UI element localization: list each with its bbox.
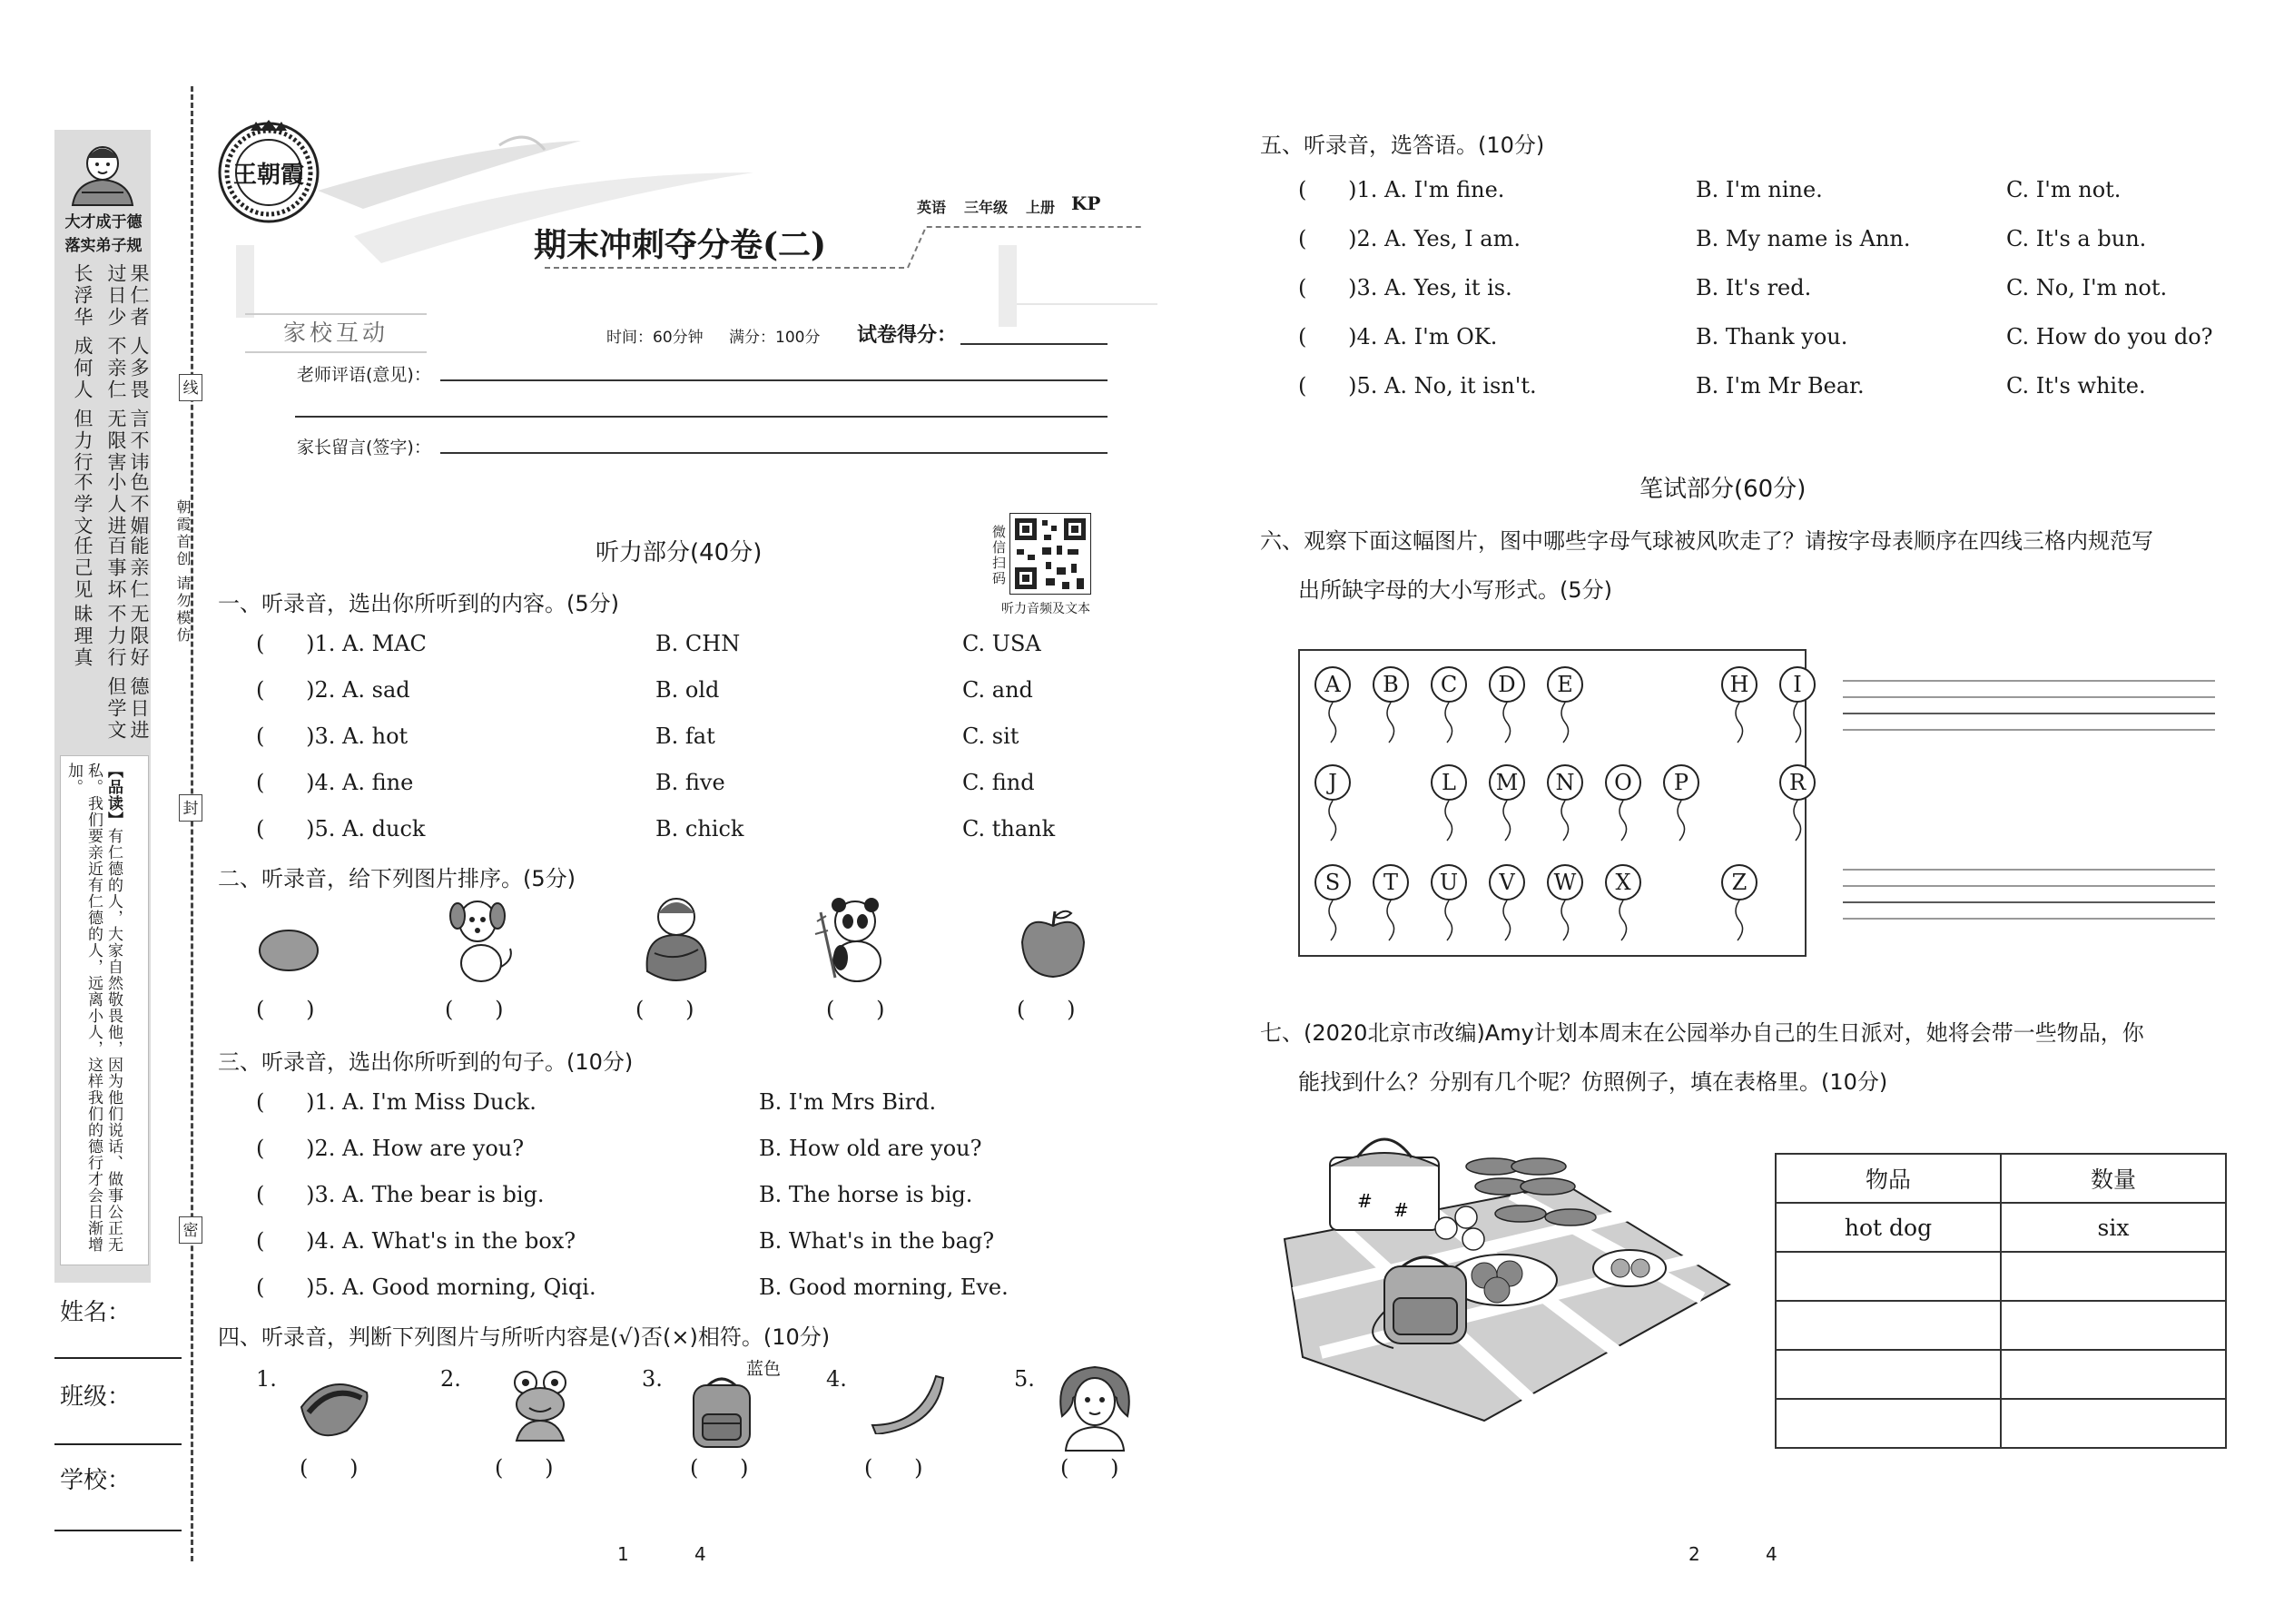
letter-balloon: D — [1489, 666, 1525, 703]
answer-blank[interactable]: ( ) — [1298, 324, 1357, 349]
s5-option-c: C. No, I'm not. — [2006, 275, 2168, 300]
tag-subject: 英语 — [917, 199, 947, 216]
s1-option-b: B. chick — [655, 816, 744, 842]
s3-option-b: B. What's in the bag? — [759, 1228, 995, 1254]
item-cell[interactable] — [1776, 1252, 2001, 1301]
banana-icon — [867, 1371, 949, 1434]
school-line[interactable] — [54, 1530, 182, 1531]
letter-balloon: Z — [1721, 864, 1757, 901]
parent-note-line[interactable] — [440, 452, 1108, 454]
poem-col: 昧理真 — [72, 604, 94, 669]
order-blank[interactable]: ( ) — [826, 997, 885, 1022]
poem-col: 无限害 — [105, 408, 127, 474]
answer-blank[interactable]: ( ) — [256, 1275, 315, 1300]
picnic-illustration — [1266, 1130, 1738, 1430]
svg-text:#: # — [1393, 1199, 1409, 1221]
page-total: 4 — [694, 1543, 706, 1565]
s1-option-b: B. five — [655, 770, 725, 795]
poem-col: 无限好 — [128, 604, 150, 669]
letter-balloon: P — [1663, 764, 1699, 801]
s5-row: ( )2. A. Yes, I am. — [1298, 226, 1521, 251]
letter-balloon: N — [1547, 764, 1583, 801]
letter-balloon: X — [1605, 864, 1641, 901]
balloon-string — [1498, 801, 1516, 842]
listening-heading: 听力部分(40分) — [596, 539, 763, 566]
answer-blank[interactable]: ( ) — [1298, 226, 1357, 251]
exam-time: 时间：60分钟 — [606, 329, 704, 347]
mascot-icon — [64, 134, 142, 207]
balloon-string — [1440, 901, 1458, 942]
s5-option-b: B. My name is Ann. — [1696, 226, 1911, 251]
balloon-string — [1730, 901, 1748, 942]
balloon-string — [1498, 901, 1516, 942]
name-label: 姓名： — [60, 1299, 132, 1326]
class-line[interactable] — [54, 1443, 182, 1445]
letter-balloon: V — [1489, 864, 1525, 901]
kiwi-fruit-icon — [256, 921, 321, 976]
answer-blank[interactable]: ( ) — [1298, 275, 1357, 300]
poem-col: 不力行 — [105, 604, 127, 669]
poem-col: 不学文 — [72, 472, 94, 537]
balloon-string — [1556, 801, 1574, 842]
s4-number: 1. — [256, 1366, 277, 1392]
letter-balloon: E — [1547, 666, 1583, 703]
section6-title-line2: 出所缺字母的大小写形式。(5分) — [1298, 577, 1612, 603]
dog-icon — [445, 894, 517, 994]
cut-line — [191, 86, 193, 1561]
s1-option-b: B. fat — [655, 723, 715, 749]
teacher-comment-line-2[interactable] — [295, 416, 1108, 418]
balloon-string — [1614, 801, 1632, 842]
s3-row: ( )2. A. How are you? — [256, 1136, 525, 1161]
section7-title-line1: 七、(2020北京市改编)Amy计划本周末在公园举办自己的生日派对，她将会带一些物品，你 — [1260, 1020, 2144, 1046]
section2-title: 二、听录音，给下列图片排序。(5分) — [218, 866, 576, 891]
s5-option-c: C. It's white. — [2006, 373, 2146, 399]
answer-blank[interactable]: ( ) — [256, 631, 315, 656]
four-line-grids[interactable] — [1843, 672, 2217, 944]
poem-col: 任己见 — [72, 536, 94, 601]
page-number: 2 — [1689, 1543, 1700, 1565]
poem-col: 人多畏 — [128, 336, 150, 401]
tag-edition: KP — [1071, 192, 1101, 214]
balloon-string — [1324, 801, 1342, 842]
balloon-string — [1324, 703, 1342, 744]
cut-mark: 封 — [179, 794, 202, 822]
s3-option-b: B. The horse is big. — [759, 1182, 973, 1207]
items-table — [1775, 1153, 2227, 1449]
got-score-label: 试卷得分： — [857, 324, 958, 347]
answer-blank[interactable]: ( ) — [256, 816, 315, 842]
order-blank[interactable]: ( ) — [445, 997, 504, 1022]
answer-blank[interactable]: ( ) — [1298, 177, 1357, 202]
example-item: hot dog — [1776, 1203, 2001, 1252]
s1-option-c: C. thank — [962, 816, 1056, 842]
s3-option-b: B. How old are you? — [759, 1136, 982, 1161]
bag-color-label: 蓝色 — [746, 1359, 782, 1379]
quantity-cell[interactable] — [2001, 1350, 2226, 1399]
letter-balloon: U — [1431, 864, 1467, 901]
s5-option-b: B. I'm nine. — [1696, 177, 1823, 202]
s5-row: ( )3. A. Yes, it is. — [1298, 275, 1512, 300]
s5-option-b: B. It's red. — [1696, 275, 1812, 300]
judge-blank[interactable]: ( ) — [495, 1455, 554, 1481]
item-cell[interactable] — [1776, 1399, 2001, 1448]
letter-balloon: A — [1314, 666, 1351, 703]
school-label: 学校： — [60, 1467, 132, 1494]
s4-number: 2. — [440, 1366, 461, 1392]
s1-row: ( )2. A. sad — [256, 677, 410, 703]
motto-bottom: 落实弟子规 — [64, 237, 143, 255]
s1-row: ( )4. A. fine — [256, 770, 414, 795]
s5-option-c: C. How do you do? — [2006, 324, 2213, 349]
order-blank[interactable]: ( ) — [635, 997, 694, 1022]
poem-col: 但学文 — [105, 676, 127, 742]
qr-caption: 听力音频及文本 — [1001, 602, 1090, 616]
page-number: 1 — [617, 1543, 629, 1565]
s4-number: 5. — [1014, 1366, 1035, 1392]
s1-row: ( )1. A. MAC — [256, 631, 427, 656]
balloon-string — [1440, 703, 1458, 744]
qr-label: 微信扫码 — [990, 525, 1007, 586]
letter-balloon: T — [1373, 864, 1409, 901]
s1-option-c: C. sit — [962, 723, 1019, 749]
balloon-string — [1324, 901, 1342, 942]
poem-col: 成何人 — [72, 336, 94, 401]
order-blank[interactable]: ( ) — [256, 997, 315, 1022]
baby-icon — [640, 890, 713, 989]
balloon-string — [1556, 901, 1574, 942]
cut-mark: 线 — [179, 374, 202, 401]
section6-title-line1: 六、观察下面这幅图片，图中哪些字母气球被风吹走了？请按字母表顺序在四线三格内规范写 — [1260, 528, 2153, 554]
judge-blank[interactable]: ( ) — [864, 1455, 923, 1481]
answer-blank[interactable]: ( ) — [256, 723, 315, 749]
header-decoration — [200, 109, 1162, 327]
section7-title-line2: 能找到什么？分别有几个呢？仿照例子，填在表格里。(10分) — [1298, 1069, 1888, 1095]
tag-grade: 三年级 — [964, 199, 1009, 216]
s3-row: ( )4. A. What's in the box? — [256, 1228, 576, 1254]
page-title: 期末冲刺夺分卷(二) — [534, 226, 827, 264]
letter-balloon: M — [1489, 764, 1525, 801]
s1-option-c: C. find — [962, 770, 1035, 795]
cut-mark: 密 — [179, 1216, 202, 1244]
section1-title: 一、听录音，选出你所听到的内容。(5分) — [218, 591, 619, 616]
copyright-note: 朝霞首创 请勿模仿 — [174, 499, 192, 645]
poem-col: 言不讳 — [128, 408, 150, 474]
answer-blank[interactable]: ( ) — [256, 1182, 315, 1207]
header-quantity: 数量 — [2001, 1154, 2226, 1203]
poem-col: 不亲仁 — [105, 336, 127, 401]
s5-row: ( )1. A. I'm fine. — [1298, 177, 1505, 202]
balloon-string — [1382, 901, 1400, 942]
item-cell[interactable] — [1776, 1350, 2001, 1399]
judge-blank[interactable]: ( ) — [300, 1455, 359, 1481]
section4-title: 四、听录音，判断下列图片与所听内容是(√)否(×)相符。(10分) — [218, 1324, 831, 1350]
balloon-string — [1440, 801, 1458, 842]
quantity-cell[interactable] — [2001, 1301, 2226, 1350]
s5-row: ( )5. A. No, it isn't. — [1298, 373, 1537, 399]
s3-row: ( )1. A. I'm Miss Duck. — [256, 1089, 537, 1115]
answer-blank[interactable]: ( ) — [256, 677, 315, 703]
answer-blank[interactable]: ( ) — [256, 770, 315, 795]
apple-icon — [1017, 906, 1089, 982]
poem-col: 果仁者 — [128, 263, 150, 329]
s1-option-b: B. old — [655, 677, 720, 703]
name-line[interactable] — [54, 1357, 182, 1359]
section3-title: 三、听录音，选出你所听到的句子。(10分) — [218, 1049, 634, 1075]
interaction-label: 家校互动 — [245, 313, 427, 353]
balloon-string — [1614, 901, 1632, 942]
teacher-comment-line[interactable] — [440, 379, 1108, 381]
svg-text:#: # — [1357, 1190, 1373, 1212]
quantity-cell[interactable] — [2001, 1399, 2226, 1448]
letter-balloon: C — [1431, 666, 1467, 703]
letter-balloon: S — [1314, 864, 1351, 901]
answer-blank[interactable]: ( ) — [256, 1136, 315, 1161]
poem-col: 色不媚 — [128, 472, 150, 537]
s1-option-c: C. USA — [962, 631, 1041, 656]
woman-icon — [1053, 1362, 1137, 1452]
s4-number: 3. — [642, 1366, 663, 1392]
s3-option-b: B. I'm Mrs Bird. — [759, 1089, 937, 1115]
motto-top: 大才成于德 — [64, 213, 143, 231]
poem-col: 长浮华 — [72, 263, 94, 329]
s1-row: ( )5. A. duck — [256, 816, 426, 842]
poem-col: 能亲仁 — [128, 536, 150, 601]
item-cell[interactable] — [1776, 1301, 2001, 1350]
s5-option-b: B. Thank you. — [1696, 324, 1848, 349]
header-item: 物品 — [1776, 1154, 2001, 1203]
writing-heading: 笔试部分(60分) — [1639, 476, 1807, 503]
judge-blank[interactable]: ( ) — [690, 1455, 749, 1481]
qr-code[interactable] — [1009, 513, 1091, 595]
s1-option-b: B. CHN — [655, 631, 741, 656]
letter-balloon: L — [1431, 764, 1467, 801]
s5-row: ( )4. A. I'm OK. — [1298, 324, 1498, 349]
s3-row: ( )5. A. Good morning, Qiqi. — [256, 1275, 596, 1300]
frog-icon — [504, 1366, 576, 1448]
letter-balloon: B — [1373, 666, 1409, 703]
example-quantity: six — [2001, 1203, 2226, 1252]
letter-balloon: O — [1605, 764, 1641, 801]
balloon-string — [1556, 703, 1574, 744]
teacher-comment-label: 老师评语(意见)： — [297, 365, 431, 385]
hot-dog-icon — [292, 1371, 374, 1443]
poem-col: 小人进 — [105, 472, 127, 537]
logo-text: 王朝霞 — [232, 162, 304, 189]
quantity-cell[interactable] — [2001, 1252, 2226, 1301]
balloon-string — [1498, 703, 1516, 744]
poem-col: 但力行 — [72, 408, 94, 474]
backpack-icon — [683, 1373, 761, 1451]
letter-balloon: H — [1721, 666, 1757, 703]
order-blank[interactable]: ( ) — [1017, 997, 1076, 1022]
poem-col: 过日少 — [105, 263, 127, 329]
tag-term: 上册 — [1026, 199, 1056, 216]
letter-balloon: I — [1779, 666, 1816, 703]
balloon-string — [1672, 801, 1690, 842]
answer-blank[interactable]: ( ) — [256, 1089, 315, 1115]
balloon-string — [1788, 703, 1807, 744]
poem-col: 百事坏 — [105, 536, 127, 601]
panda-icon — [808, 894, 890, 985]
letter-balloon: R — [1779, 764, 1816, 801]
class-label: 班级： — [60, 1383, 132, 1411]
s1-option-c: C. and — [962, 677, 1033, 703]
letter-balloon: W — [1547, 864, 1583, 901]
answer-blank[interactable]: ( ) — [256, 1228, 315, 1254]
s5-option-c: C. I'm not. — [2006, 177, 2122, 202]
s3-option-b: B. Good morning, Eve. — [759, 1275, 1009, 1300]
got-score-line[interactable] — [960, 343, 1108, 345]
s5-option-c: C. It's a bun. — [2006, 226, 2147, 251]
letter-balloon: J — [1314, 764, 1351, 801]
judge-blank[interactable]: ( ) — [1060, 1455, 1119, 1481]
parent-note-label: 家长留言(签字)： — [297, 438, 431, 458]
page-total: 4 — [1766, 1543, 1777, 1565]
balloon-string — [1788, 801, 1807, 842]
s1-row: ( )3. A. hot — [256, 723, 409, 749]
s4-number: 4. — [826, 1366, 847, 1392]
section5-title: 五、听录音，选答语。(10分) — [1260, 133, 1545, 158]
s5-option-b: B. I'm Mr Bear. — [1696, 373, 1865, 399]
balloon-string — [1382, 703, 1400, 744]
s3-row: ( )3. A. The bear is big. — [256, 1182, 545, 1207]
reading-text: 【品读】有仁德的人，大家自然敬畏他，因为他们说话、做事公正无私。我们要亲近有仁德的人，远离小人，这样我们的德行才会日渐增加。 — [64, 763, 123, 1253]
poem-col: 德日进 — [128, 676, 150, 742]
exam-full-score: 满分：100分 — [729, 329, 821, 347]
balloon-string — [1730, 703, 1748, 744]
answer-blank[interactable]: ( ) — [1298, 373, 1357, 399]
